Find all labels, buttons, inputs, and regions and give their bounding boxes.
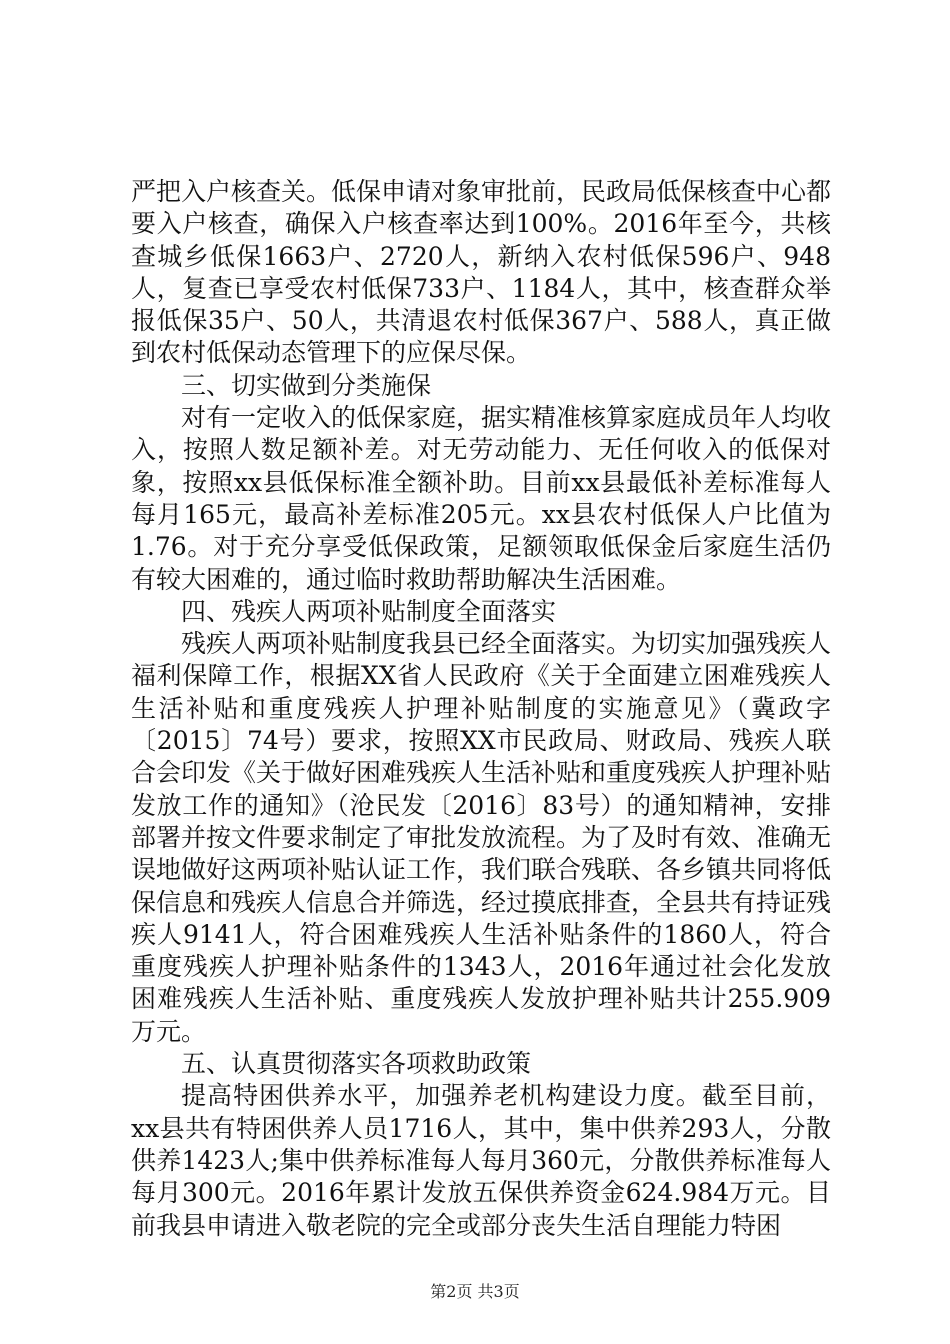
section-heading-3: 三、切实做到分类施保 (181, 370, 432, 400)
paragraph-classified-support: 对有一定收入的低保家庭，据实精准核算家庭成员年人均收入，按照人数足额补差。对无劳动能力、无任何收入的低保对象，按照xx县低保标准全额补助。目前xx县最低补差标准每人每月165元，最高补差标准205元。xx县农村低保人户比值为1.76。对于充分享受低保政策，足额领取低保金后家庭生活仍有较大困难的，通过临时救助帮助解决生活困难。 (131, 403, 832, 594)
paragraph-household-verification: 严把入户核查关。低保申请对象审批前，民政局低保核查中心都要入户核查，确保入户核查率达到100%。2016年至今，共核查城乡低保1663户、2720人，新纳入农村低保596户、948人，复查已享受农村低保733户、1184人，其中，核查群众举报低保35户、50人，共清退农村低保367户、588人，真正做到农村低保动态管理下的应保尽保。 (131, 177, 832, 368)
paragraph-assistance-policies: 提高特困供养水平，加强养老机构建设力度。截至目前，xx县共有特困供养人员1716人，其中，集中供养293人，分散供养1423人;集中供养标准每人每月360元，分散供养标准每人每月300元。2016年累计发放五保供养资金624.984万元。目前我县申请进入敬老院的完全或部分丧失生活自理能力特困 (131, 1081, 831, 1240)
section-heading-4: 四、残疾人两项补贴制度全面落实 (181, 596, 557, 626)
page-number-footer: 第2页 共3页 (430, 1282, 520, 1301)
document-body (131, 176, 831, 1242)
section-heading-5: 五、认真贯彻落实各项救助政策 (181, 1049, 532, 1079)
paragraph-disability-subsidies: 残疾人两项补贴制度我县已经全面落实。为切实加强残疾人福利保障工作，根据XX省人民政府《关于全面建立困难残疾人生活补贴和重度残疾人护理补贴制度的实施意见》（冀政字〔2015〕74号）要求，按照XX市民政局、财政局、残疾人联合会印发《关于做好困难残疾人生活补贴和重度残疾人护理补贴发放工作的通知》（沧民发〔2016〕83号）的通知精神，安排部署并按文件要求制定了审批发放流程。为了及时有效、准确无误地做好这两项补贴认证工作，我们联合残联、各乡镇共同将低保信息和残疾人信息合并筛选，经过摸底排查，全县共有持证残疾人9141人，符合困难残疾人生活补贴条件的1860人，符合重度残疾人护理补贴条件的1343人，2016年通过社会化发放困难残疾人生活补贴、重度残疾人发放护理补贴共计255.909万元。 (131, 629, 832, 1046)
